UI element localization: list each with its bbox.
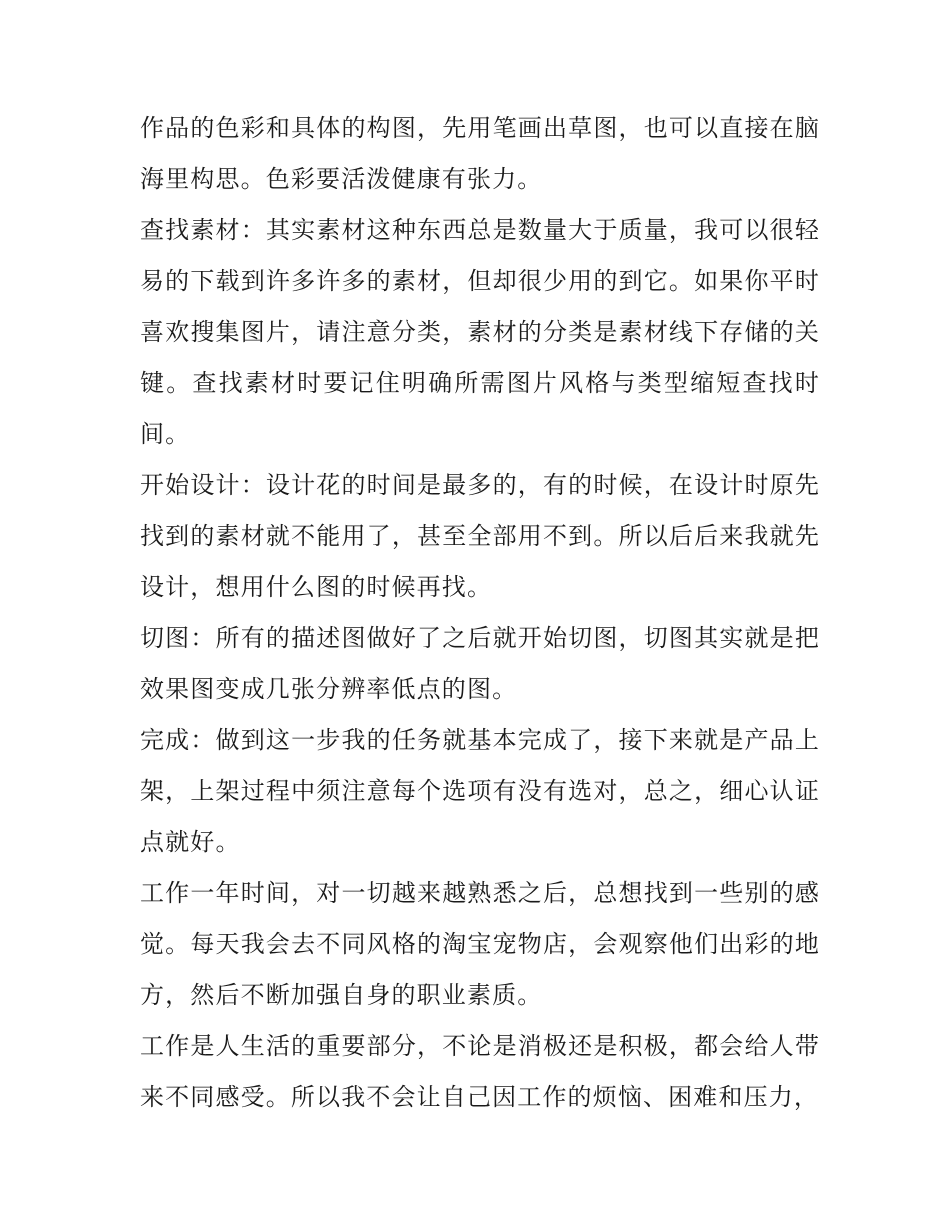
document-body (140, 103, 820, 1123)
paragraph-composition: 作品的色彩和具体的构图，先用笔画出草图，也可以直接在脑海里构思。色彩要活泼健康有张力。 (140, 114, 820, 193)
paragraph-find-materials: 查找素材：其实素材这种东西总是数量大于质量，我可以很轻易的下载到许多许多的素材，但却很少用的到它。如果你平时喜欢搜集图片，请注意分类，素材的分类是素材线下存储的关键。查找素材时要记住明确所需图片风格与类型缩短查找时间。 (140, 216, 820, 448)
paragraph-work-year: 工作一年时间，对一切越来越熟悉之后，总想找到一些别的感觉。每天我会去不同风格的淘宝宠物店，会观察他们出彩的地方，然后不断加强自身的职业素质。 (140, 879, 820, 1009)
paragraph-complete: 完成：做到这一步我的任务就基本完成了，接下来就是产品上架，上架过程中须注意每个选项有没有选对，总之，细心认证点就好。 (140, 726, 820, 856)
paragraph-start-design: 开始设计：设计花的时间是最多的，有的时候，在设计时原先找到的素材就不能用了，甚至全部用不到。所以后后来我就先设计，想用什么图的时候再找。 (140, 471, 820, 601)
paragraph-work-life: 工作是人生活的重要部分，不论是消极还是积极，都会给人带来不同感受。所以我不会让自己因工作的烦恼、困难和压力， (140, 1032, 820, 1111)
paragraph-slicing: 切图：所有的描述图做好了之后就开始切图，切图其实就是把效果图变成几张分辨率低点的图。 (140, 624, 820, 703)
